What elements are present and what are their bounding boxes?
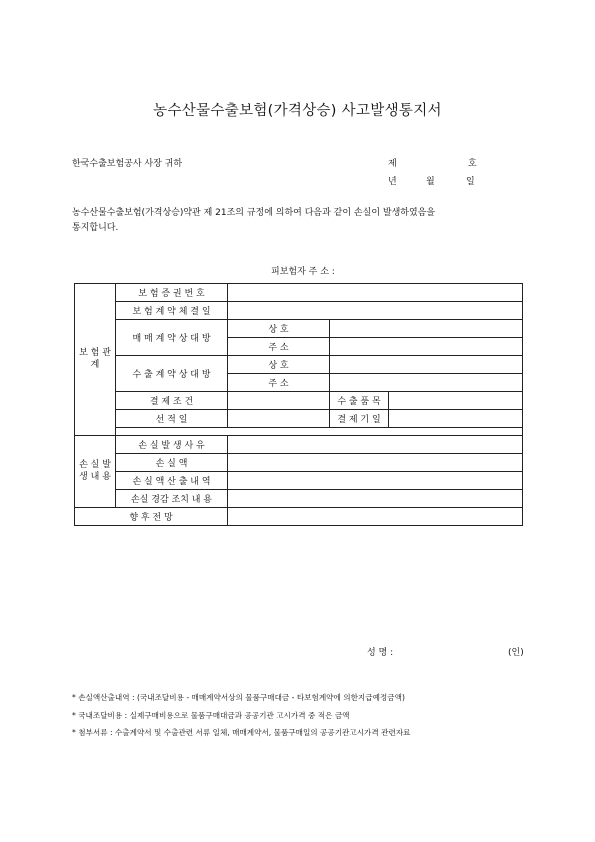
buyer-address-field[interactable] — [330, 338, 523, 356]
settlement-terms-label: 결 제 조 건 — [116, 392, 228, 410]
buyer-party-label: 매 매 계 약 상 대 방 — [116, 320, 228, 356]
export-address-field[interactable] — [330, 374, 523, 392]
notice-form-table — [74, 283, 523, 526]
date-year-label: 년 — [388, 177, 397, 187]
date-day-label: 일 — [466, 177, 475, 187]
policy-number-field[interactable] — [228, 284, 523, 302]
shipping-date-field[interactable] — [228, 410, 330, 428]
buyer-trade-name-field[interactable] — [330, 320, 523, 338]
outlook-label: 향 후 전 망 — [75, 508, 228, 526]
settlement-terms-field[interactable] — [228, 392, 330, 410]
loss-reason-field[interactable] — [228, 436, 523, 454]
shipping-date-label: 선 적 일 — [116, 410, 228, 428]
export-trade-name-field[interactable] — [330, 356, 523, 374]
policy-number-label: 보 험 증 권 번 호 — [116, 284, 228, 302]
export-goods-field[interactable] — [389, 392, 523, 410]
addressee: 한국수출보험공사 사장 귀하 — [72, 159, 183, 169]
insurance-relation-spacer — [116, 428, 523, 436]
buyer-trade-name-label: 상 호 — [228, 320, 330, 338]
note-domestic-cost: * 국내조달비용 : 실제구매비용으로 물품구매대금과 공공기관 고시가격 중 적은 금액 — [72, 711, 350, 720]
loss-reason-label: 손 실 발 생 사 유 — [116, 436, 228, 454]
loss-calc-label: 손 실 액 산 출 내 역 — [116, 472, 228, 490]
loss-mitigation-field[interactable] — [228, 490, 523, 508]
payment-date-field[interactable] — [389, 410, 523, 428]
export-address-label: 주 소 — [228, 374, 330, 392]
export-goods-label: 수 출 품 목 — [330, 392, 389, 410]
note-attachments: * 첨부서류 : 수출계약서 및 수출관련 서류 일체, 매매계약서, 물품구매일의 공공기관고시가격 관련자료 — [72, 728, 411, 737]
outlook-field[interactable] — [228, 508, 523, 526]
payment-date-label: 결 제 기 일 — [330, 410, 389, 428]
intro-text-line1: 농수산물수출보험(가격상승)약관 제 21조의 규정에 의하여 다음과 같이 손실이 발생하였음을 — [72, 208, 436, 218]
loss-amount-label: 손 실 액 — [116, 454, 228, 472]
contract-date-field[interactable] — [228, 302, 523, 320]
date-month-label: 월 — [426, 177, 435, 187]
intro-text-line2: 통지합니다. — [72, 223, 119, 233]
loss-amount-field[interactable] — [228, 454, 523, 472]
export-party-label: 수 출 계 약 상 대 방 — [116, 356, 228, 392]
note-loss-calculation: * 손실액산출내역 : (국내조달비용 - 매매계약서상의 물품구매대금 - 타보험계약에 의한지급예정금액) — [72, 693, 405, 702]
insurance-relation-group-label — [75, 284, 116, 436]
document-title: 농수산물수출보험(가격상승) 사고발생통지서 — [153, 103, 442, 119]
insurance-relation-text: 보 험 관 계 — [79, 347, 111, 370]
loss-details-text: 손 실 발 생 내 용 — [79, 459, 111, 482]
buyer-address-label: 주 소 — [228, 338, 330, 356]
loss-calc-field[interactable] — [228, 472, 523, 490]
signature-label: 성 명 : — [367, 648, 394, 658]
contract-date-label: 보 험 계 약 체 결 일 — [116, 302, 228, 320]
insured-address-label: 피보험자 주 소 : — [271, 267, 335, 277]
loss-mitigation-label: 손실 경감 조치 내 용 — [116, 490, 228, 508]
export-trade-name-label: 상 호 — [228, 356, 330, 374]
seal-mark: (인) — [508, 648, 524, 658]
number-label: 제 — [388, 159, 397, 169]
loss-details-group-label — [75, 436, 116, 508]
number-unit: 호 — [468, 159, 477, 169]
